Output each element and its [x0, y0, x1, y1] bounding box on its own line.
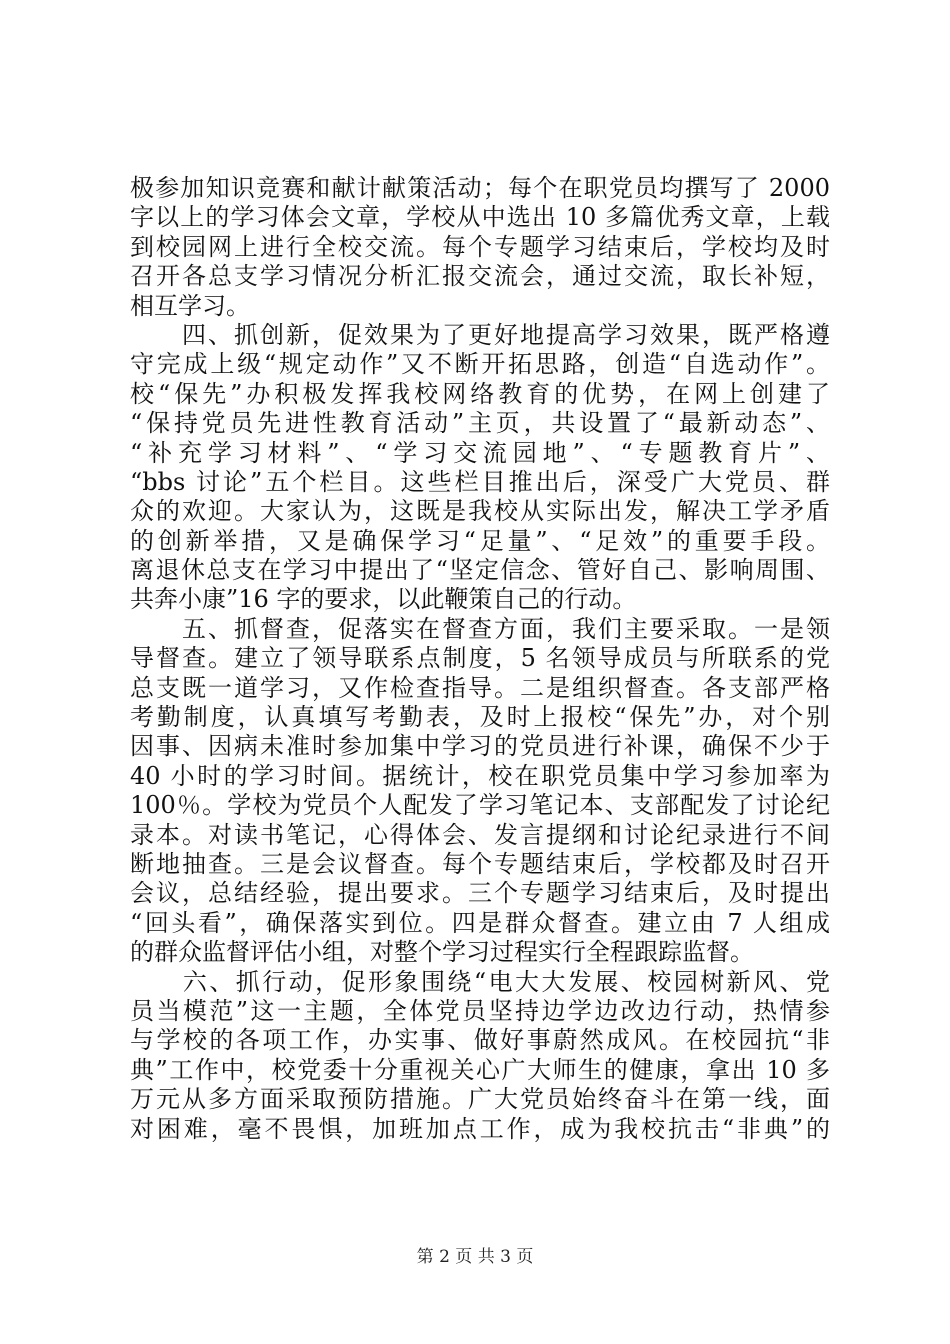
- text-line: 相互学习。: [130, 291, 250, 320]
- text-line: 共奔小康”16 字的要求，以此鞭策自己的行动。: [130, 585, 637, 614]
- text-line: 众的欢迎。大家认为，这既是我校从实际出发，解决工学矛盾: [130, 497, 830, 526]
- text-line: “保持党员先进性教育活动”主页，共设置了“最新动态”、: [130, 409, 830, 438]
- text-line: 断地抽查。三是会议督查。每个专题结束后，学校都及时召开: [130, 849, 830, 878]
- text-line: 守完成上级“规定动作”又不断开拓思路，创造“自选动作”。: [130, 350, 830, 379]
- page-footer: 第 2 页 共 3 页: [416, 1247, 534, 1267]
- text-line: “bbs 讨论”五个栏目。这些栏目推出后，深受广大党员、群: [130, 467, 830, 496]
- text-line: 六、抓行动，促形象围绕“电大大发展、校园树新风、党: [130, 967, 830, 996]
- text-line: 召开各总支学习情况分析汇报交流会，通过交流，取长补短，: [130, 262, 830, 291]
- text-line: 的群众监督评估小组，对整个学习过程实行全程跟踪监督。: [130, 938, 754, 967]
- text-line: 校“保先”办积极发挥我校网络教育的优势，在网上创建了: [130, 379, 830, 408]
- text-line: 对困难，毫不畏惧，加班加点工作，成为我校抗击“非典”的: [130, 1114, 830, 1143]
- text-line: 与学校的各项工作，办实事、做好事蔚然成风。在校园抗“非: [130, 1026, 830, 1055]
- text-line: 到校园网上进行全校交流。每个专题学习结束后，学校均及时: [130, 232, 830, 261]
- text-line: 考勤制度，认真填写考勤表，及时上报校“保先”办，对个别: [130, 703, 830, 732]
- text-line: 离退休总支在学习中提出了“坚定信念、管好自己、影响周围、: [130, 556, 830, 585]
- text-line: 因事、因病未准时参加集中学习的党员进行补课，确保不少于: [130, 732, 830, 761]
- text-line: “回头看”，确保落实到位。四是群众督查。建立由 7 人组成: [130, 908, 830, 937]
- text-line: 五、抓督查，促落实在督查方面，我们主要采取。一是领: [130, 614, 830, 643]
- text-line: 导督查。建立了领导联系点制度，5 名领导成员与所联系的党: [130, 644, 830, 673]
- text-line: 总支既一道学习，又作检查指导。二是组织督查。各支部严格: [130, 673, 830, 702]
- body-text: [130, 174, 830, 1144]
- text-line: 录本。对读书笔记，心得体会、发言提纲和讨论纪录进行不间: [130, 820, 830, 849]
- text-line: 字以上的学习体会文章，学校从中选出 10 多篇优秀文章，上载: [130, 203, 830, 232]
- text-line: 四、抓创新，促效果为了更好地提高学习效果，既严格遵: [130, 320, 830, 349]
- text-line: 万元从多方面采取预防措施。广大党员始终奋斗在第一线，面: [130, 1085, 830, 1114]
- text-line: 会议，总结经验，提出要求。三个专题学习结束后，及时提出: [130, 879, 830, 908]
- text-line: 极参加知识竞赛和献计献策活动；每个在职党员均撰写了 2000: [130, 174, 830, 202]
- text-line: 员当模范”这一主题，全体党员坚持边学边改边行动，热情参: [130, 996, 830, 1025]
- text-line: 100％。学校为党员个人配发了学习笔记本、支部配发了讨论纪: [130, 791, 830, 820]
- text-line: “补充学习材料”、“学习交流园地”、“专题教育片”、: [130, 438, 830, 467]
- text-line: 典”工作中，校党委十分重视关心广大师生的健康，拿出 10 多: [130, 1055, 830, 1084]
- text-line: 40 小时的学习时间。据统计，校在职党员集中学习参加率为: [130, 761, 830, 790]
- text-line: 的创新举措，又是确保学习“足量”、“足效”的重要手段。: [130, 526, 830, 555]
